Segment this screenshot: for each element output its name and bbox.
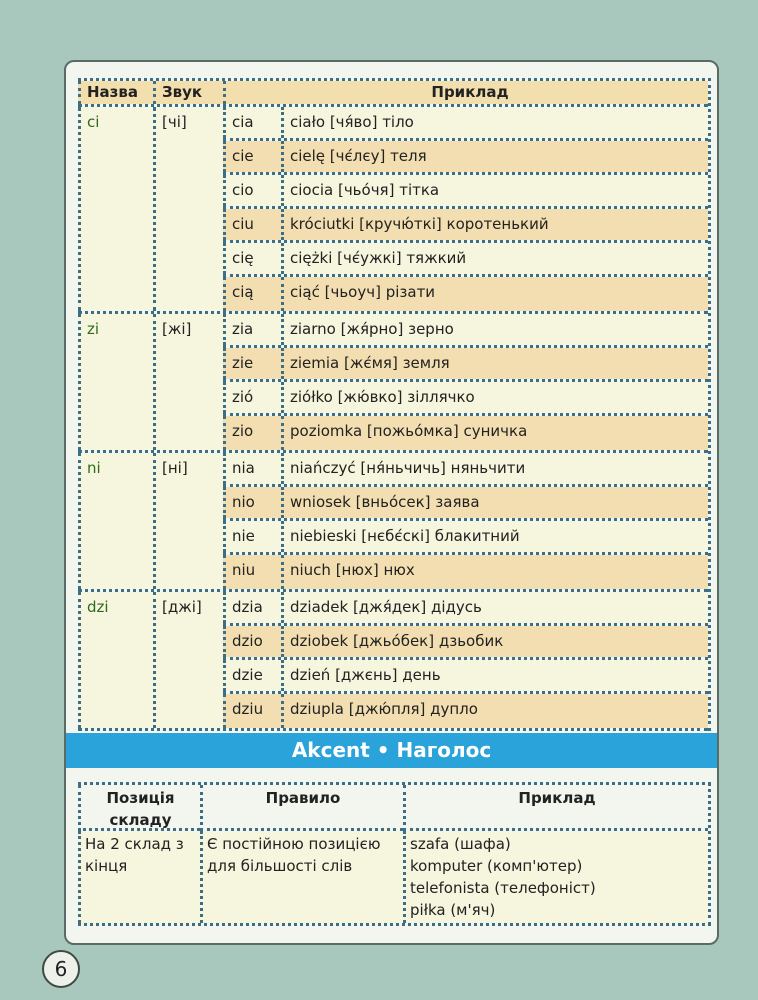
syllable: dzio xyxy=(223,626,281,657)
group-label xyxy=(78,107,223,311)
group-label xyxy=(78,592,223,728)
example: dziobek [джьо́бек] дзьобик xyxy=(281,626,708,657)
table-row xyxy=(223,694,708,728)
example: dziadek [джя́дек] дідусь xyxy=(281,592,708,623)
syllable: zió xyxy=(223,382,281,413)
letter-sound: [ні] xyxy=(153,453,223,589)
table-row xyxy=(78,831,708,923)
example: poziomka [пожьо́мка] суничка xyxy=(281,416,708,450)
example: niuch [нюх] нюх xyxy=(281,555,708,589)
position-cell: На 2 склад з кінця xyxy=(78,831,200,923)
syllable: cie xyxy=(223,141,281,172)
table-row xyxy=(223,487,708,521)
example-item: piłka (м'яч) xyxy=(410,901,496,919)
syllable: cię xyxy=(223,243,281,274)
letter-sound: [чі] xyxy=(153,107,223,311)
example: ciało [чя́во] тіло xyxy=(281,107,708,138)
syllable: niu xyxy=(223,555,281,589)
letter-sound: [жі] xyxy=(153,314,223,450)
example-item: telefonista (телефоніст) xyxy=(410,879,596,897)
example: dziupla [джю́пля] дупло xyxy=(281,694,708,728)
table-header xyxy=(78,785,708,831)
letter-name xyxy=(78,314,153,450)
letter-name xyxy=(78,592,153,728)
syllable: dzie xyxy=(223,660,281,691)
header-example: Приклад xyxy=(403,785,708,831)
group-label xyxy=(78,453,223,589)
accent-table xyxy=(78,782,711,926)
syllable: nia xyxy=(223,453,281,484)
examples-cell xyxy=(403,831,708,923)
example: króciutki [кручю́ткі] коротенький xyxy=(281,209,708,240)
table-row xyxy=(223,175,708,209)
example: ciężki [чє́ужкі] тяжкий xyxy=(281,243,708,274)
letter-group xyxy=(78,107,708,314)
table-row xyxy=(223,453,708,487)
letter-group xyxy=(78,592,708,731)
example: niebieski [нєбє́скі] блакитний xyxy=(281,521,708,552)
example: ziółko [жю́вко] зіллячко xyxy=(281,382,708,413)
syllable: dziu xyxy=(223,694,281,728)
table-row xyxy=(223,382,708,416)
syllable: cia xyxy=(223,107,281,138)
letter-sound: [джі] xyxy=(153,592,223,728)
example: dzień [джєнь] день xyxy=(281,660,708,691)
example-item: szafa (шафа) xyxy=(410,835,511,853)
example-item: komputer (комп'ютер) xyxy=(410,857,583,875)
table-row xyxy=(223,592,708,626)
table-header xyxy=(78,81,708,107)
table-row xyxy=(223,555,708,589)
example: niańczyć [ня́ньчичь] няньчити xyxy=(281,453,708,484)
table-row xyxy=(223,626,708,660)
header-position: Позиція складу xyxy=(78,785,200,831)
section-title: Akcent • Наголос xyxy=(66,733,717,768)
example: ziarno [жя́рно] зерно xyxy=(281,314,708,345)
letter-name-text: ci xyxy=(87,113,100,131)
table-row xyxy=(223,107,708,141)
example: wniosek [вньо́сек] заява xyxy=(281,487,708,518)
rule-cell: Є постійною позицією для більшості слів xyxy=(200,831,403,923)
table-row xyxy=(223,348,708,382)
syllable: ciu xyxy=(223,209,281,240)
example: ciocia [чьо́чя] тітка xyxy=(281,175,708,206)
table-row xyxy=(223,209,708,243)
table-row xyxy=(223,416,708,450)
header-example: Приклад xyxy=(223,81,708,104)
header-sound: Звук xyxy=(153,81,223,104)
table-row xyxy=(223,314,708,348)
example: cielę [чє́лєу] теля xyxy=(281,141,708,172)
example: ziemia [жє́мя] земля xyxy=(281,348,708,379)
table-row xyxy=(223,141,708,175)
letter-name-text: dzi xyxy=(87,598,109,616)
letter-group xyxy=(78,314,708,453)
syllables-table xyxy=(78,78,711,731)
table-row xyxy=(223,660,708,694)
syllable: nio xyxy=(223,487,281,518)
letter-name-text: zi xyxy=(87,320,100,338)
table-row xyxy=(223,243,708,277)
syllable: cio xyxy=(223,175,281,206)
syllable: zia xyxy=(223,314,281,345)
letter-group xyxy=(78,453,708,592)
table-row xyxy=(223,277,708,311)
table-row xyxy=(223,521,708,555)
header-name: Назва xyxy=(78,81,153,104)
syllable: zio xyxy=(223,416,281,450)
syllable: dzia xyxy=(223,592,281,623)
syllable: cią xyxy=(223,277,281,311)
page-number: 6 xyxy=(42,950,80,988)
syllable: nie xyxy=(223,521,281,552)
example: ciąć [чьоуч] різати xyxy=(281,277,708,311)
group-label xyxy=(78,314,223,450)
header-rule: Правило xyxy=(200,785,403,831)
syllable: zie xyxy=(223,348,281,379)
letter-name-text: ni xyxy=(87,459,101,477)
letter-name xyxy=(78,453,153,589)
letter-name xyxy=(78,107,153,311)
